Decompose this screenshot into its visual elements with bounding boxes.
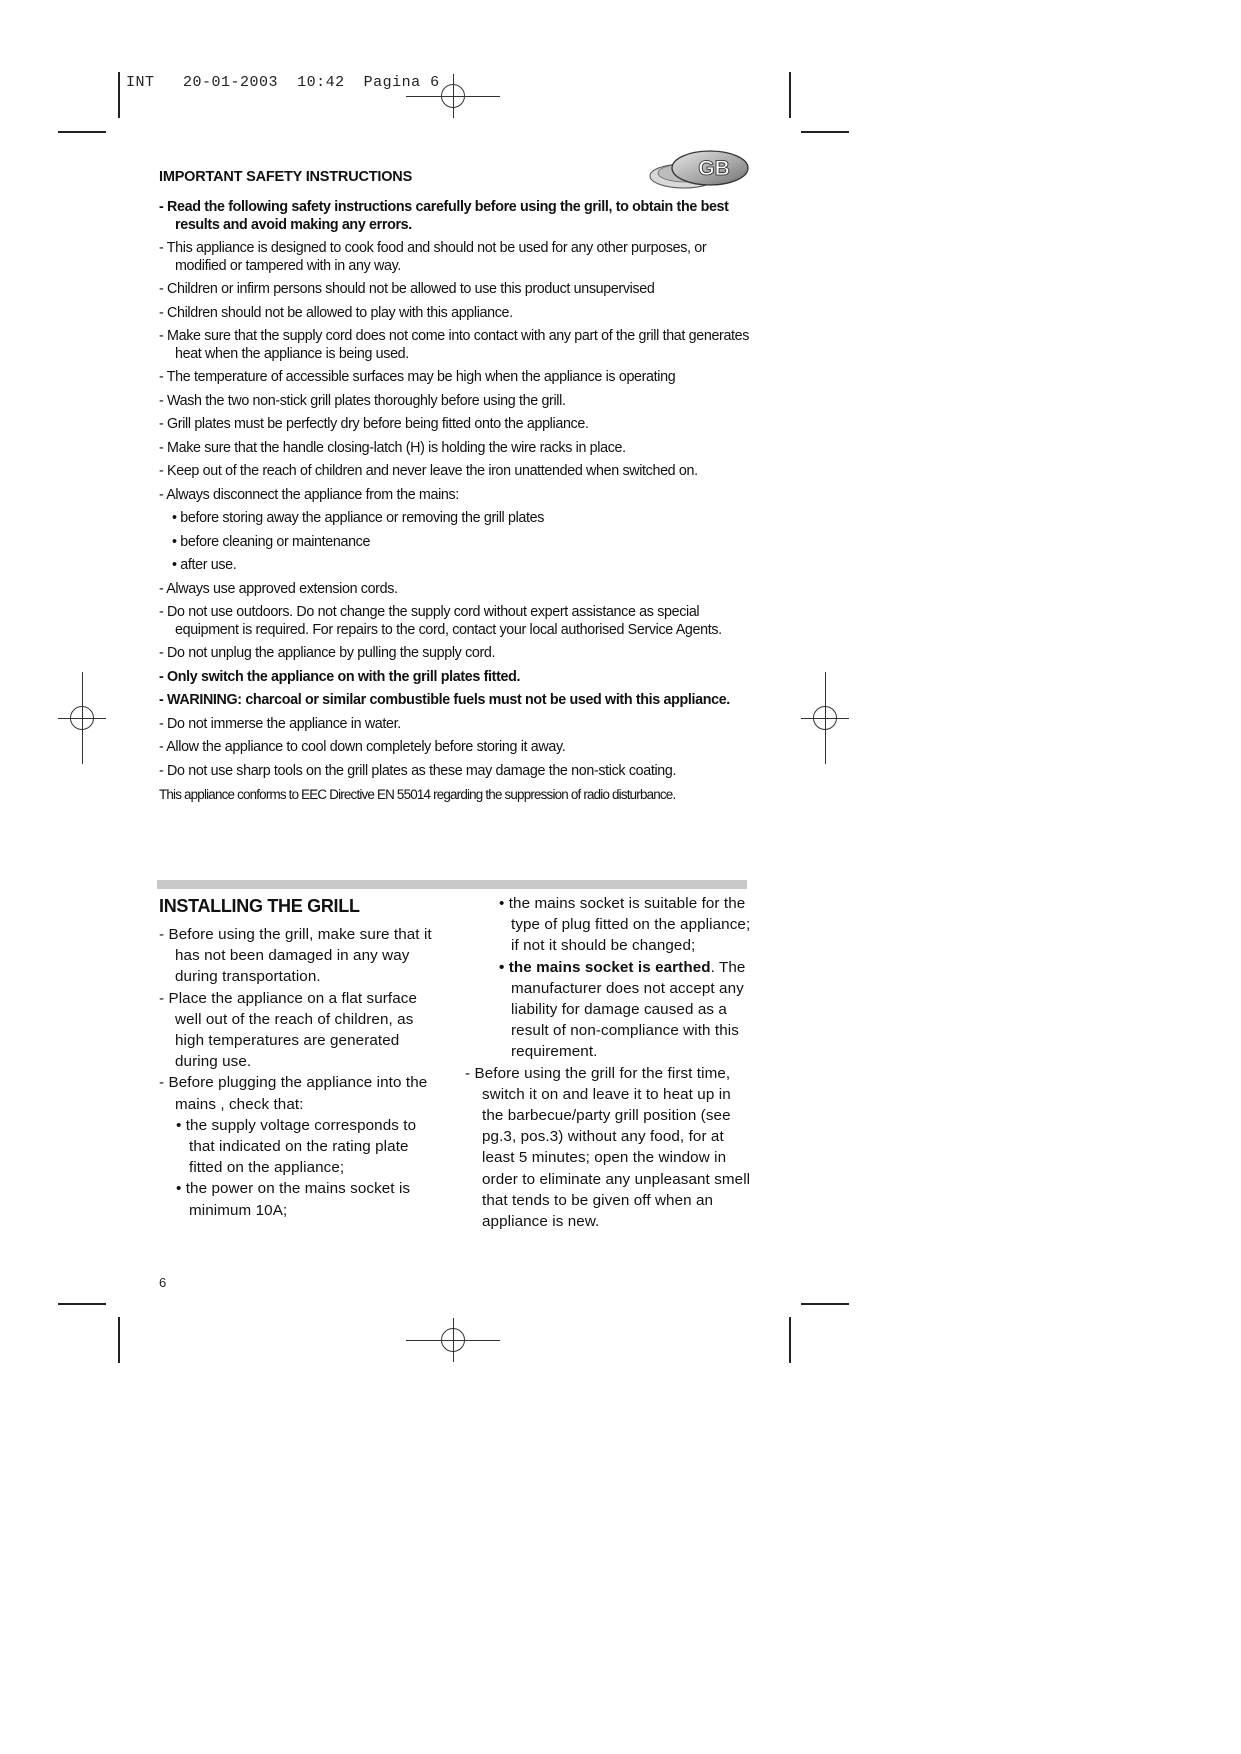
crop-mark [789, 1317, 791, 1363]
crop-mark [118, 72, 120, 118]
list-item: - Make sure that the supply cord does not come into contact with any part of the grill that generates heat when the appliance is being used. [159, 328, 750, 362]
crop-mark [118, 1317, 120, 1363]
list-item: - Do not unplug the appliance by pulling the supply cord. [159, 645, 496, 661]
list-item: - Keep out of the reach of children and never leave the iron unattended when switched on. [159, 463, 698, 479]
slug-code: INT [126, 74, 155, 91]
slug-date: 20-01-2003 [183, 74, 279, 91]
language-badge [648, 146, 750, 194]
list-item: - Grill plates must be perfectly dry before being fitted onto the appliance. [159, 416, 589, 432]
install-title: INSTALLING THE GRILL [159, 896, 360, 916]
list-item: - Always disconnect the appliance from the mains: [159, 486, 459, 503]
crop-mark [801, 131, 849, 133]
list-item: - Only switch the appliance on with the grill plates fitted. [159, 668, 521, 685]
list-item: - Do not immerse the appliance in water. [159, 715, 401, 732]
list-item: - The temperature of accessible surfaces may be high when the appliance is operating [159, 369, 676, 385]
list-item: • before cleaning or maintenance [172, 533, 371, 550]
list-item: - Read the following safety instructions carefully before using the grill, to obtain the best results and avoid making any errors. [159, 199, 729, 233]
crop-mark [801, 1303, 849, 1305]
list-item: - Wash the two non-stick grill plates thoroughly before using the grill. [159, 392, 566, 409]
disc-icon [648, 146, 750, 194]
list-item: - Always use approved extension cords. [159, 580, 398, 597]
list-item: • the mains socket is suitable for the type of plug fitted on the appliance; if not it should be changed; [499, 895, 751, 955]
list-item: • after use. [172, 557, 237, 573]
list-item: - Allow the appliance to cool down completely before storing it away. [159, 739, 566, 755]
badge-text: GB [698, 157, 730, 180]
list-item: - Children should not be allowed to play with this appliance. [159, 304, 513, 321]
crop-mark [58, 1303, 106, 1305]
crop-mark [789, 72, 791, 118]
list-item: • the supply voltage corresponds to that indicated on the rating plate fitted on the appliance; [176, 1116, 417, 1177]
slug-page: Pagina 6 [363, 74, 440, 91]
safety-title: IMPORTANT SAFETY INSTRUCTIONS [159, 169, 413, 185]
conformity-note: This appliance conforms to EEC Directive EN 55014 regarding the suppression of radio disturbance. [159, 787, 676, 802]
safety-list [159, 199, 751, 810]
print-slug [126, 74, 440, 91]
page-number: 6 [159, 1275, 167, 1290]
list-item: - Before plugging the appliance into the mains , check that: [159, 1074, 428, 1113]
list-item: - Children or infirm persons should not be allowed to use this product unsupervised [159, 281, 655, 297]
section-divider [157, 880, 747, 889]
list-item: - Do not use outdoors. Do not change the supply cord without expert assistance as special equipment is required. For repairs to the cord, contact your local authorised Service Agents. [159, 604, 722, 638]
list-item: - Before using the grill, make sure that it has not been damaged in any way during transportation. [159, 926, 432, 986]
list-item: - WARINING: charcoal or similar combustible fuels must not be used with this appliance. [159, 692, 730, 708]
list-item: - Make sure that the handle closing-latch (H) is holding the wire racks in place. [159, 439, 626, 456]
earthed-lead: • the mains socket is earthed [499, 958, 711, 976]
list-item: - Do not use sharp tools on the grill plates as these may damage the non-stick coating. [159, 762, 677, 779]
install-left-column [159, 924, 437, 1221]
crop-mark [58, 131, 106, 133]
slug-time: 10:42 [297, 74, 345, 91]
list-item: • the power on the mains socket is minimum 10A; [176, 1180, 411, 1219]
earthed-rest: . The manufacturer does not accept any liability for damage caused as a result of non-compliance with this requirement. [511, 958, 746, 1061]
install-right-column [465, 893, 753, 1232]
list-item: - Before using the grill for the first time, switch it on and leave it to heat up in the barbecue/party grill position (see pg.3, pos.3) without any food, for at least 5 minutes; open the window in order to eliminate any unpleasant smell that tends to be given off when an appliance is new. [465, 1064, 751, 1231]
list-item: - This appliance is designed to cook food and should not be used for any other purposes, or modified or tampered with in any way. [159, 240, 707, 274]
list-item: - Place the appliance on a flat surface well out of the reach of children, as high temperatures are generated during use. [159, 989, 418, 1071]
list-item [465, 957, 753, 1063]
list-item: • before storing away the appliance or removing the grill plates [172, 510, 545, 526]
